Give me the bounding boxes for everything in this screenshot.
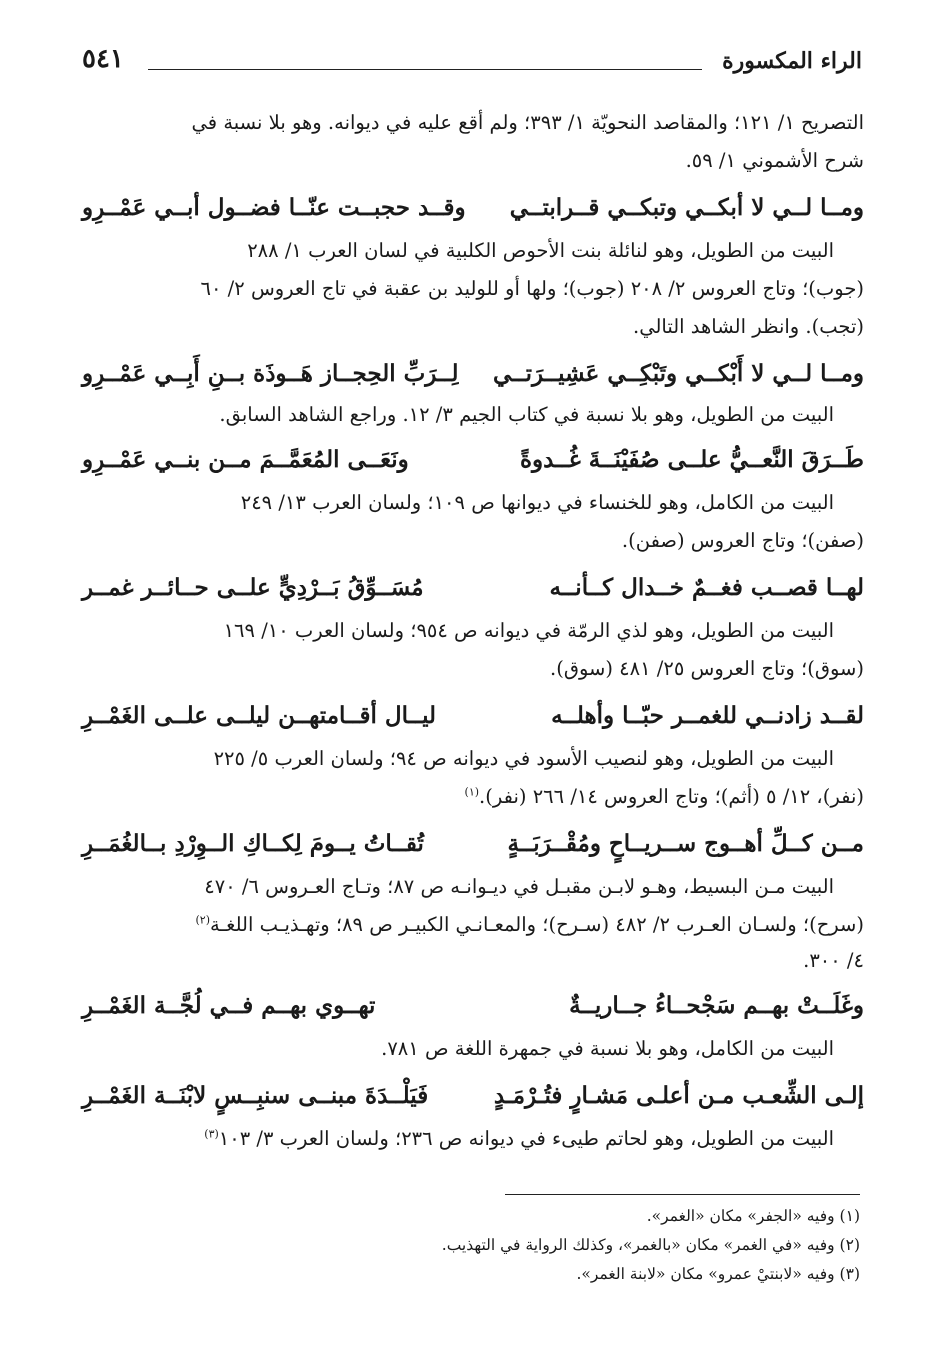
footnote: (٣) وفيه «لابنتيْ عمرو» مكان «لابنة الغمر».: [576, 1265, 860, 1283]
footnote: (٢) وفيه «في الغمر» مكان «بالغمر»، وكذلك الرواية في التهذيب.: [441, 1236, 860, 1254]
verse: [82, 982, 864, 1028]
verse-second-hemistich: لِــرَبِّ الحِجــاز هَــوذَة بــنِ أَبِــي عَمْــرِو: [82, 359, 459, 387]
commentary-line-with-footnote: [82, 778, 864, 816]
verse-second-hemistich: تهــوي بهــم فــي لُجَّــة الغَمْــرِ: [82, 991, 376, 1019]
commentary-text: البيت من الطويل، وهو لحاتم طيىء في ديوانه ص ٢٣٦؛ ولسان العرب ٣/ ١٠٣: [218, 1127, 834, 1150]
verse: [82, 564, 864, 610]
verse-first-hemistich: ومــا لــي لا أبكــي وتبكــي قــرابتــي: [509, 193, 864, 221]
verse-second-hemistich: ونَعَــى المُعَمَّــمَ مــن بنــي عَمْــرِو: [82, 445, 409, 473]
intro-line: شرح الأشموني ١/ ٥٩.: [685, 149, 864, 172]
verse-first-hemistich: ومــا لــي لا أَبْكــي وتَبْكِــي عَشِيــرَتــي: [492, 359, 864, 387]
commentary-line: البيت من الكامل، وهو للخنساء في ديوانها ص ١٠٩؛ ولسان العرب ١٣/ ٢٤٩: [240, 491, 834, 514]
commentary-line: (جوب)؛ وتاج العروس ٢/ ٢٠٨ (جوب)؛ ولها أو للوليد بن عقبة في تاج العروس ٢/ ٦٠: [200, 277, 864, 300]
footnote-mark[interactable]: (٢): [195, 913, 210, 927]
commentary-text: (نفر)، ١٢/ ٥ (أثم)؛ وتاج العروس ١٤/ ٢٦٦ (نفر).: [479, 785, 864, 808]
commentary-line: البيت من الطويل، وهو لنائلة بنت الأحوص الكلبية في لسان العرب ١/ ٢٨٨: [247, 239, 834, 262]
commentary-line: البيت من الكامل، وهو بلا نسبة في جمهرة اللغة ص ٧٨١.: [381, 1037, 834, 1060]
commentary-line-with-footnote: [82, 1120, 864, 1158]
verse: [82, 350, 864, 396]
verse: [82, 692, 864, 738]
verse-first-hemistich: إلـى الشِّعـب مـن أعلـى مَشـارٍ فتُـرْمَـدٍ: [493, 1081, 864, 1109]
chapter-title: الراء المكسورة: [722, 48, 862, 74]
commentary-line: (تجب). وانظر الشاهد التالي.: [633, 315, 864, 338]
commentary-line-with-footnote: [82, 906, 864, 944]
commentary-line: البيت من الطويل، وهو لنصيب الأسود في ديوانه ص ٩٤؛ ولسان العرب ٥/ ٢٢٥: [213, 747, 834, 770]
verse: [82, 436, 864, 482]
commentary-line: ٤/ ٣٠٠.: [803, 949, 864, 972]
verse-first-hemistich: لقــد زادنــي للغمــر حبّــا وأهلــه: [551, 701, 864, 729]
verse-first-hemistich: وغَلَــتْ بهــم سَجْحــاءُ جــاريــةٌ: [569, 991, 864, 1019]
footnote-mark[interactable]: (١): [464, 785, 480, 799]
footnote-separator: [505, 1194, 860, 1195]
footnote-mark[interactable]: (٣): [204, 1127, 219, 1141]
verse-second-hemistich: مُسَــوِّقُ بَــرْدِيٍّ علــى حــائــر غمــر: [82, 573, 424, 601]
verse-second-hemistich: ليــال أقــامتهــن ليلــى علــى الغَمْــرِ: [82, 701, 437, 729]
page-header: [82, 44, 862, 88]
verse-second-hemistich: فَيَلْــدَةَ مبنــى سنبِــسٍ لابْنَــة الغَمْــرِ: [82, 1081, 429, 1109]
verse-second-hemistich: وقــد حجبــت عنّــا فضــول أبــي عَمْــرِو: [82, 193, 466, 221]
intro-line: التصريح ١/ ١٢١؛ والمقاصد النحويّة ١/ ٣٩٣؛ ولم أقع عليه في ديوانه. وهو بلا نسبة في: [191, 111, 864, 134]
verse-first-hemistich: مــن كــلِّ أهــوج ســريــاحٍ ومُقْــرَبَــةٍ: [507, 829, 864, 857]
verse-second-hemistich: تُقــاتُ يــومَ لِكــاكِ الــوِرْدِ بــالغُمَــرِ: [82, 829, 424, 857]
commentary-line: البيت من الطويل، وهو بلا نسبة في كتاب الجيم ٣/ ١٢. وراجع الشاهد السابق.: [219, 403, 834, 426]
verse: [82, 1072, 864, 1118]
commentary-line: البيت من الطويل، وهو لذي الرمّة في ديوانه ص ٩٥٤؛ ولسان العرب ١٠/ ١٦٩: [223, 619, 834, 642]
commentary-line: (صفن)؛ وتاج العروس (صفن).: [621, 529, 864, 552]
header-rule: [148, 69, 702, 70]
commentary-text: (سرح)؛ ولسـان العـرب ٢/ ٤٨٢ (سـرح)؛ والمعـانـي الكبيـر ص ٨٩؛ وتهـذيـب اللغـة: [210, 913, 864, 936]
commentary-line: (سوق)؛ وتاج العروس ٢٥/ ٤٨١ (سوق).: [550, 657, 864, 680]
verse-first-hemistich: لهــا قصــب فغــمٌ خــدال كــأنــه: [549, 573, 864, 601]
page-number: ٥٤١: [82, 44, 124, 74]
footnote: (١) وفيه «الجفر» مكان «الغمر».: [646, 1207, 860, 1225]
verse-first-hemistich: طَــرَقَ النَّعــيُّ علــى صُفَيْنَــةَ غُــدوةً: [519, 445, 864, 473]
commentary-line: البيت مـن البسيط، وهـو لابـن مقبـل في ديـوانـه ص ٨٧؛ وتـاج العـروس ٦/ ٤٧٠: [204, 875, 834, 898]
page-body: [82, 104, 864, 1158]
verse: [82, 820, 864, 866]
footnotes: [82, 1202, 864, 1289]
verse: [82, 184, 864, 230]
